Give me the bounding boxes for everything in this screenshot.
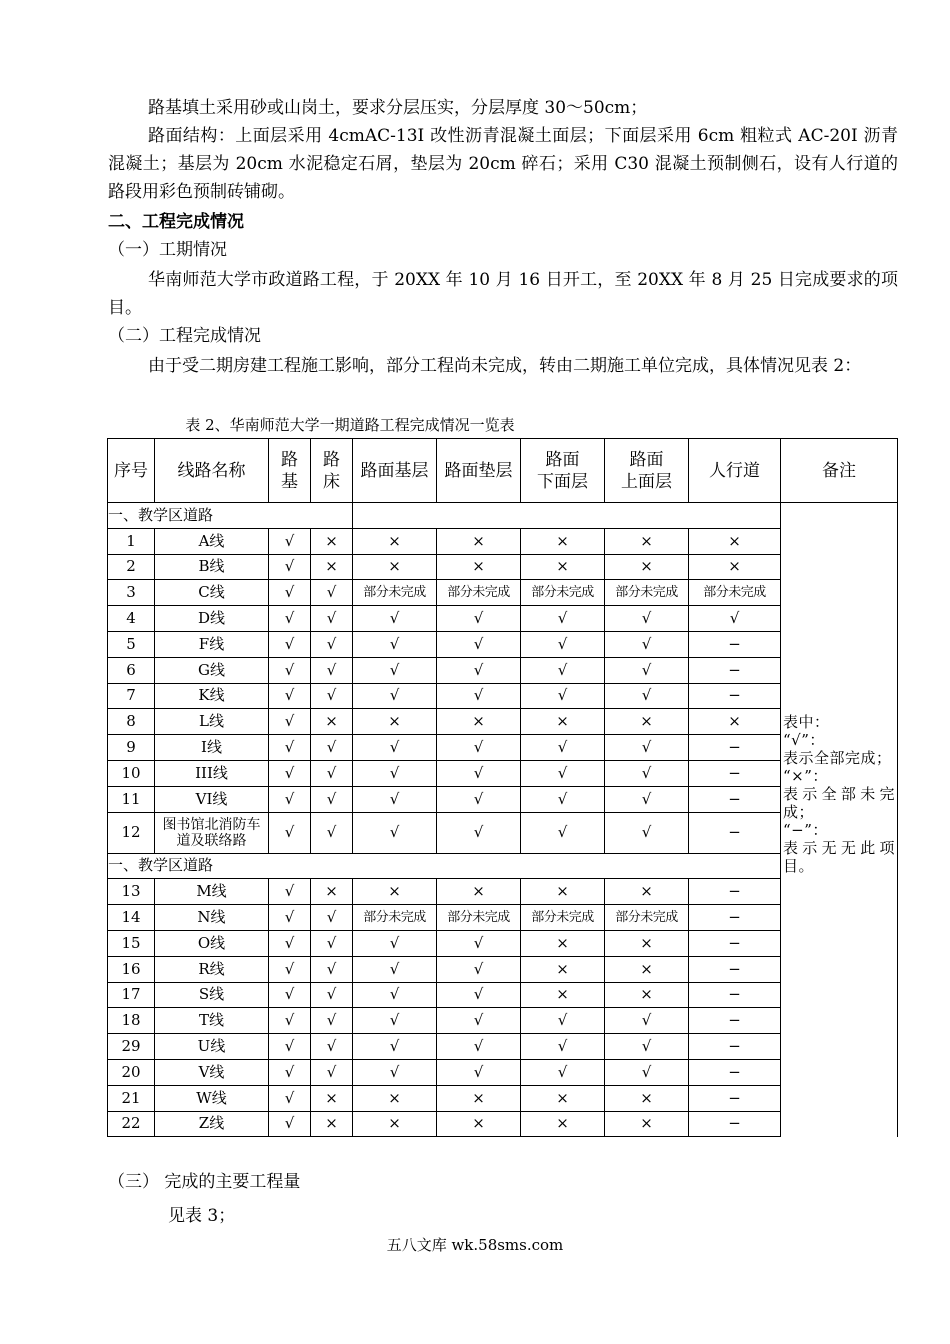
cell-base: √	[353, 1059, 437, 1085]
paragraph-see-table3: 见表 3；	[168, 1206, 236, 1226]
cell-bed: √	[311, 956, 353, 982]
cell-bed: √	[311, 735, 353, 761]
cell-sidewalk: −	[689, 956, 781, 982]
cell-seq: 1	[108, 528, 155, 554]
cell-seq: 9	[108, 735, 155, 761]
cell-sidewalk: 部分未完成	[689, 580, 781, 606]
table-row	[108, 580, 898, 606]
cell-lower: √	[521, 812, 605, 853]
header-base: 路面基层	[353, 439, 437, 503]
cell-name: VI线	[155, 786, 269, 812]
cell-seq: 7	[108, 683, 155, 709]
header-subgrade: 路 基	[269, 439, 311, 503]
cell-lower: √	[521, 631, 605, 657]
cell-seq: 4	[108, 606, 155, 632]
cell-bed: √	[311, 683, 353, 709]
cell-name: U线	[155, 1034, 269, 1060]
subheading-main-quantities: （三） 完成的主要工程量	[108, 1172, 301, 1192]
cell-seq: 17	[108, 982, 155, 1008]
cell-name: W线	[155, 1085, 269, 1111]
cell-bed: √	[311, 982, 353, 1008]
cell-base: ×	[353, 709, 437, 735]
table-row	[108, 1059, 898, 1085]
cell-sidewalk: −	[689, 1034, 781, 1060]
header-upper: 路面 上面层	[605, 439, 689, 503]
cell-name: M线	[155, 879, 269, 905]
cell-subgrade: √	[269, 930, 311, 956]
cell-sidewalk: ×	[689, 528, 781, 554]
cell-name: Z线	[155, 1111, 269, 1137]
cell-subgrade: √	[269, 528, 311, 554]
cell-seq: 10	[108, 760, 155, 786]
table-row	[108, 930, 898, 956]
cell-upper: √	[605, 760, 689, 786]
header-bed: 路 床	[311, 439, 353, 503]
table-row	[108, 683, 898, 709]
cell-bed: √	[311, 1008, 353, 1034]
cell-bed: √	[311, 657, 353, 683]
cell-upper: ×	[605, 709, 689, 735]
cell-upper: ×	[605, 879, 689, 905]
cell-name: C线	[155, 580, 269, 606]
cell-sidewalk: −	[689, 982, 781, 1008]
cell-lower: √	[521, 1034, 605, 1060]
table-group-row	[108, 503, 898, 529]
cell-lower: 部分未完成	[521, 905, 605, 931]
group-title: 一、教学区道路	[108, 503, 353, 529]
cell-upper: 部分未完成	[605, 905, 689, 931]
table-row	[108, 554, 898, 580]
cell-seq: 21	[108, 1085, 155, 1111]
cell-bed: √	[311, 905, 353, 931]
cell-seq: 3	[108, 580, 155, 606]
cell-seq: 22	[108, 1111, 155, 1137]
table-row	[108, 1034, 898, 1060]
cell-upper: ×	[605, 930, 689, 956]
cell-bed: √	[311, 930, 353, 956]
cell-base: √	[353, 786, 437, 812]
cell-seq: 2	[108, 554, 155, 580]
table-row	[108, 735, 898, 761]
cell-base: √	[353, 683, 437, 709]
table-row	[108, 982, 898, 1008]
section-heading-completion: 二、工程完成情况	[108, 212, 244, 232]
cell-name: O线	[155, 930, 269, 956]
remark-empty-cell	[781, 1111, 898, 1137]
table-row	[108, 1085, 898, 1111]
cell-seq: 20	[108, 1059, 155, 1085]
paragraph-completion-status: 由于受二期房建工程施工影响，部分工程尚未完成，转由二期施工单位完成，具体情况见表 2：	[148, 356, 862, 376]
table-row	[108, 760, 898, 786]
cell-sidewalk: −	[689, 760, 781, 786]
header-sidewalk: 人行道	[689, 439, 781, 503]
cell-upper: √	[605, 786, 689, 812]
cell-upper: √	[605, 1008, 689, 1034]
cell-lower: √	[521, 683, 605, 709]
cell-bed: ×	[311, 528, 353, 554]
cell-subgrade: √	[269, 1034, 311, 1060]
cell-lower: √	[521, 606, 605, 632]
table-row	[108, 812, 898, 853]
cell-subgrade: √	[269, 631, 311, 657]
cell-sidewalk: −	[689, 930, 781, 956]
cell-upper: √	[605, 1034, 689, 1060]
table-header-row	[108, 439, 898, 503]
cell-seq: 12	[108, 812, 155, 853]
cell-sidewalk: √	[689, 606, 781, 632]
cell-base: √	[353, 657, 437, 683]
cell-cushion: √	[437, 657, 521, 683]
cell-cushion: √	[437, 606, 521, 632]
cell-sidewalk: −	[689, 735, 781, 761]
cell-subgrade: √	[269, 812, 311, 853]
cell-bed: √	[311, 580, 353, 606]
cell-lower: √	[521, 657, 605, 683]
cell-base: √	[353, 760, 437, 786]
cell-seq: 8	[108, 709, 155, 735]
cell-upper: √	[605, 657, 689, 683]
cell-base: ×	[353, 528, 437, 554]
cell-upper: ×	[605, 956, 689, 982]
cell-sidewalk: −	[689, 683, 781, 709]
cell-bed: √	[311, 760, 353, 786]
cell-cushion: √	[437, 735, 521, 761]
cell-subgrade: √	[269, 905, 311, 931]
header-lower: 路面 下面层	[521, 439, 605, 503]
paragraph-schedule: 华南师范大学市政道路工程，于 20XX 年 10 月 16 日开工，至 20XX 年 8 月 25 日完成要求的项目。	[108, 270, 898, 318]
cell-base: √	[353, 606, 437, 632]
header-remark: 备注	[781, 439, 898, 503]
remark-empty-cell	[781, 1085, 898, 1111]
cell-cushion: √	[437, 786, 521, 812]
cell-base: √	[353, 631, 437, 657]
cell-name: I线	[155, 735, 269, 761]
cell-sidewalk: −	[689, 657, 781, 683]
cell-cushion: ×	[437, 709, 521, 735]
paragraph-pavement-structure: 路面结构：上面层采用 4cmAC-13I 改性沥青混凝土面层；下面层采用 6cm 粗粒式 AC-20I 沥青混凝土；基层为 20cm 水泥稳定石屑，垫层为 20cm 碎石；采用 C30 混凝土预制侧石，设有人行道的路段用彩色预制砖铺砌。	[108, 126, 898, 202]
cell-cushion: √	[437, 982, 521, 1008]
table-row	[108, 528, 898, 554]
cell-subgrade: √	[269, 580, 311, 606]
table-row	[108, 956, 898, 982]
cell-base: √	[353, 930, 437, 956]
cell-lower: 部分未完成	[521, 580, 605, 606]
cell-name: D线	[155, 606, 269, 632]
header-seq: 序号	[108, 439, 155, 503]
cell-sidewalk: −	[689, 879, 781, 905]
cell-cushion: ×	[437, 879, 521, 905]
cell-base: √	[353, 956, 437, 982]
cell-subgrade: √	[269, 683, 311, 709]
cell-subgrade: √	[269, 786, 311, 812]
cell-sidewalk: ×	[689, 709, 781, 735]
cell-sidewalk: −	[689, 1111, 781, 1137]
paragraph-subgrade-fill: 路基填土采用砂或山岗土，要求分层压实，分层厚度 30～50cm；	[148, 98, 648, 118]
header-name: 线路名称	[155, 439, 269, 503]
cell-base: √	[353, 1034, 437, 1060]
table-row	[108, 905, 898, 931]
cell-upper: ×	[605, 982, 689, 1008]
cell-sidewalk: −	[689, 1008, 781, 1034]
cell-lower: √	[521, 735, 605, 761]
remark-note-cell: 表中： “√”： 表示全部完成； “×”： 表示全部未完成； “−”： 表示无无此项目。	[781, 503, 898, 1086]
cell-subgrade: √	[269, 1085, 311, 1111]
cell-lower: ×	[521, 982, 605, 1008]
cell-sidewalk: −	[689, 1085, 781, 1111]
cell-upper: √	[605, 631, 689, 657]
cell-cushion: √	[437, 683, 521, 709]
cell-name: III线	[155, 760, 269, 786]
cell-lower: ×	[521, 1085, 605, 1111]
cell-sidewalk: −	[689, 786, 781, 812]
cell-bed: √	[311, 606, 353, 632]
cell-upper: ×	[605, 554, 689, 580]
cell-sidewalk: ×	[689, 554, 781, 580]
cell-upper: ×	[605, 1111, 689, 1137]
cell-upper: ×	[605, 1085, 689, 1111]
cell-cushion: √	[437, 930, 521, 956]
cell-upper: √	[605, 735, 689, 761]
cell-name: V线	[155, 1059, 269, 1085]
cell-name: A线	[155, 528, 269, 554]
cell-subgrade: √	[269, 606, 311, 632]
cell-cushion: √	[437, 956, 521, 982]
table-row	[108, 606, 898, 632]
cell-lower: √	[521, 1059, 605, 1085]
table-caption: 表 2、华南师范大学一期道路工程完成情况一览表	[185, 416, 515, 434]
cell-cushion: ×	[437, 1085, 521, 1111]
cell-name: S线	[155, 982, 269, 1008]
cell-name: K线	[155, 683, 269, 709]
cell-name: 图书馆北消防车道及联络路	[155, 812, 269, 853]
cell-base: √	[353, 735, 437, 761]
cell-subgrade: √	[269, 1059, 311, 1085]
cell-subgrade: √	[269, 709, 311, 735]
cell-cushion: √	[437, 1034, 521, 1060]
cell-base: ×	[353, 879, 437, 905]
group-title: 一、教学区道路	[108, 853, 781, 879]
cell-lower: ×	[521, 1111, 605, 1137]
cell-seq: 14	[108, 905, 155, 931]
cell-name: N线	[155, 905, 269, 931]
cell-bed: √	[311, 786, 353, 812]
cell-sidewalk: −	[689, 631, 781, 657]
cell-seq: 11	[108, 786, 155, 812]
cell-cushion: √	[437, 1008, 521, 1034]
cell-base: 部分未完成	[353, 905, 437, 931]
group-blank-cell	[353, 503, 781, 529]
cell-upper: ×	[605, 528, 689, 554]
cell-lower: ×	[521, 956, 605, 982]
cell-lower: ×	[521, 709, 605, 735]
cell-lower: √	[521, 786, 605, 812]
cell-subgrade: √	[269, 735, 311, 761]
cell-seq: 16	[108, 956, 155, 982]
cell-seq: 29	[108, 1034, 155, 1060]
cell-subgrade: √	[269, 982, 311, 1008]
cell-bed: ×	[311, 879, 353, 905]
cell-name: L线	[155, 709, 269, 735]
cell-upper: √	[605, 683, 689, 709]
cell-name: B线	[155, 554, 269, 580]
completion-table	[107, 438, 898, 1137]
cell-cushion: ×	[437, 1111, 521, 1137]
cell-subgrade: √	[269, 879, 311, 905]
cell-upper: √	[605, 606, 689, 632]
cell-cushion: √	[437, 812, 521, 853]
table-row	[108, 1111, 898, 1137]
cell-bed: ×	[311, 1085, 353, 1111]
cell-sidewalk: −	[689, 1059, 781, 1085]
table-row	[108, 1008, 898, 1034]
cell-base: ×	[353, 1111, 437, 1137]
cell-upper: 部分未完成	[605, 580, 689, 606]
cell-seq: 13	[108, 879, 155, 905]
cell-lower: ×	[521, 930, 605, 956]
cell-bed: ×	[311, 554, 353, 580]
cell-subgrade: √	[269, 657, 311, 683]
subheading-schedule: （一）工期情况	[108, 240, 227, 260]
cell-base: ×	[353, 554, 437, 580]
cell-lower: √	[521, 760, 605, 786]
cell-cushion: 部分未完成	[437, 905, 521, 931]
cell-cushion: √	[437, 631, 521, 657]
table-row	[108, 709, 898, 735]
cell-bed: ×	[311, 709, 353, 735]
cell-upper: √	[605, 812, 689, 853]
cell-seq: 15	[108, 930, 155, 956]
cell-base: √	[353, 812, 437, 853]
header-cushion: 路面垫层	[437, 439, 521, 503]
cell-cushion: ×	[437, 554, 521, 580]
table-row	[108, 786, 898, 812]
footer-watermark: 五八文库 wk.58sms.com	[386, 1236, 564, 1254]
cell-sidewalk: −	[689, 905, 781, 931]
cell-bed: √	[311, 1059, 353, 1085]
cell-lower: √	[521, 1008, 605, 1034]
cell-subgrade: √	[269, 760, 311, 786]
cell-base: 部分未完成	[353, 580, 437, 606]
cell-lower: ×	[521, 554, 605, 580]
cell-cushion: ×	[437, 528, 521, 554]
table-group-row	[108, 853, 898, 879]
cell-subgrade: √	[269, 1111, 311, 1137]
cell-seq: 18	[108, 1008, 155, 1034]
cell-name: T线	[155, 1008, 269, 1034]
cell-name: R线	[155, 956, 269, 982]
cell-base: √	[353, 1008, 437, 1034]
cell-bed: √	[311, 812, 353, 853]
cell-lower: ×	[521, 528, 605, 554]
cell-name: F线	[155, 631, 269, 657]
cell-cushion: 部分未完成	[437, 580, 521, 606]
cell-base: √	[353, 982, 437, 1008]
cell-subgrade: √	[269, 554, 311, 580]
cell-seq: 5	[108, 631, 155, 657]
cell-bed: √	[311, 631, 353, 657]
cell-cushion: √	[437, 1059, 521, 1085]
cell-seq: 6	[108, 657, 155, 683]
cell-name: G线	[155, 657, 269, 683]
cell-upper: √	[605, 1059, 689, 1085]
cell-subgrade: √	[269, 956, 311, 982]
cell-lower: ×	[521, 879, 605, 905]
table-row	[108, 657, 898, 683]
cell-sidewalk: −	[689, 812, 781, 853]
cell-bed: √	[311, 1034, 353, 1060]
cell-subgrade: √	[269, 1008, 311, 1034]
cell-bed: ×	[311, 1111, 353, 1137]
cell-base: ×	[353, 1085, 437, 1111]
table-row	[108, 631, 898, 657]
table-row	[108, 879, 898, 905]
cell-cushion: √	[437, 760, 521, 786]
subheading-completion-status: （二）工程完成情况	[108, 326, 261, 346]
